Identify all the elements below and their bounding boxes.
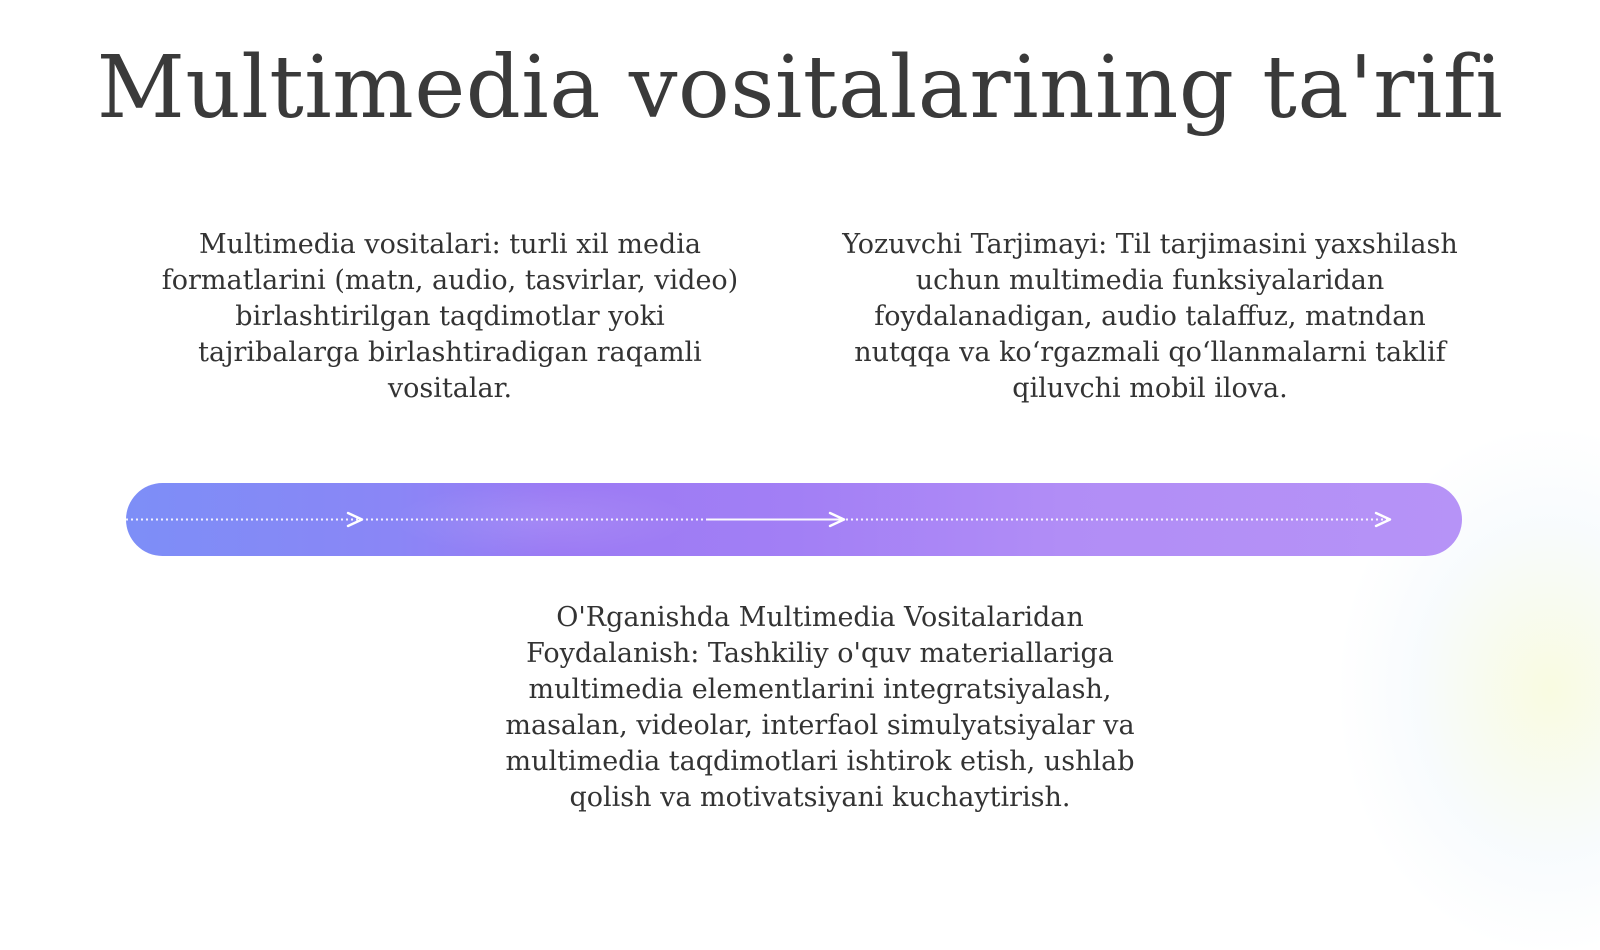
text-block-translator-app: Yozuvchi Tarjimayi: Til tarjimasini yaxshilash uchun multimedia funksiyalaridan foydalanadigan, audio talaffuz, matndan nutqqa va ko‘rgazmali qo‘llanmalarni taklif qiluvchi mobil ilova.	[842, 229, 1458, 404]
text-block-definition: Multimedia vositalari: turli xil media formatlarini (matn, audio, tasvirlar, video) birlashtirilgan taqdimotlar yoki tajribalarga birlashtiradigan raqamli vositalar.	[161, 229, 739, 404]
text-block-learning-usage: O'Rganishda Multimedia Vositalaridan Foydalanish: Tashkiliy o'quv materiallariga multimedia elementlarini integratsiyalash, masalan, videolar, interfaol simulyatsiyalar va multimedia taqdimotlari ishtirok etish, ushlab qolish va motivatsiyani kuchaytirish.	[505, 602, 1135, 813]
timeline-bar	[126, 483, 1462, 556]
timeline-arrows	[126, 483, 1462, 556]
arrow-right-icon	[348, 513, 362, 526]
slide-title: Multimedia vositalarining ta'rifi	[96, 38, 1504, 138]
